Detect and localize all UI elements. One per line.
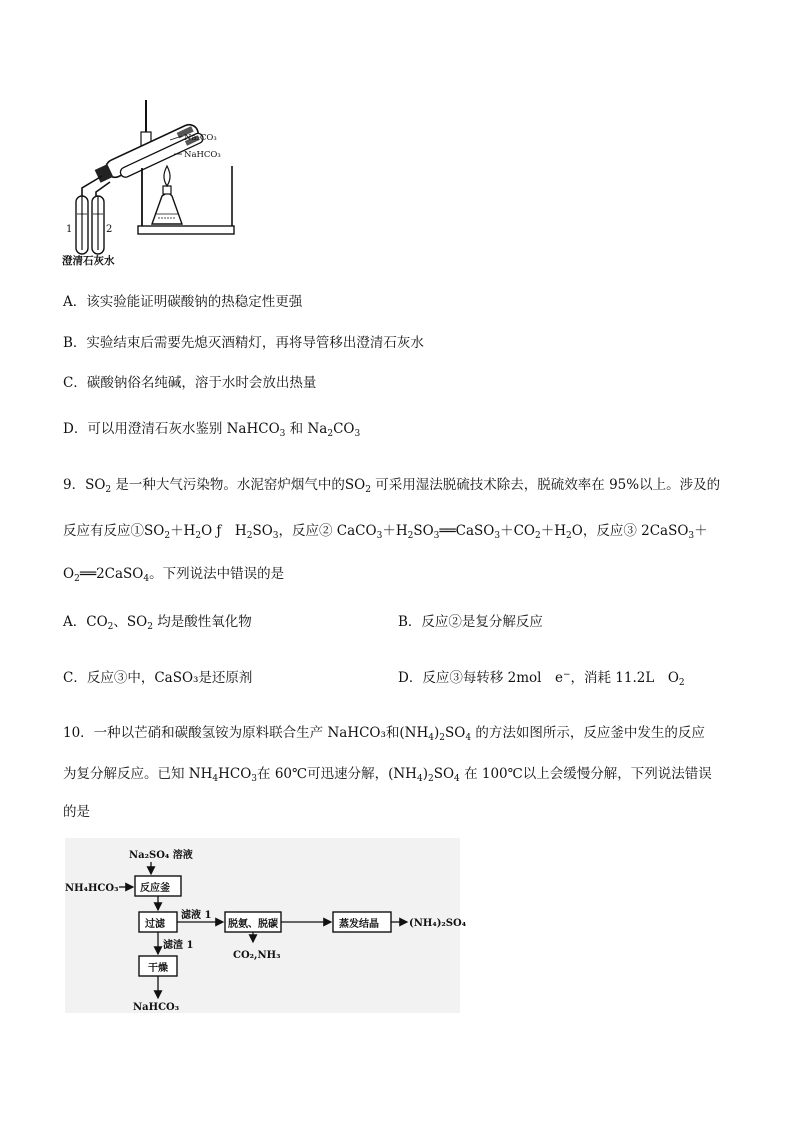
q9-option-b: B．反应②是复分解反应 bbox=[398, 614, 543, 630]
q10-stem-line3: 的是 bbox=[63, 804, 90, 820]
q10-stem-line1: 10．一种以芒硝和碳酸氢铵为原料联合生产 NaHCO₃和$(NH_4)_2SO_4$ 的方法如图所示，反应釜中发生的反应 bbox=[63, 725, 705, 743]
evaporation-label: 蒸发结晶 bbox=[339, 919, 379, 930]
limewater-caption: 澄清石灰水 bbox=[62, 255, 115, 267]
q9-stem-line3: $O_2══2CaSO_4$。下列说法中错误的是 bbox=[63, 566, 285, 584]
q9-option-d: D．反应③每转移 2mol e−，消耗 11.2L $O_2$ bbox=[398, 670, 685, 688]
q9-stem-line2: 反应有反应$①SO_2+H_2O$ ƒ $H_2SO_3$，反应② $CaCO_3+H_2SO_3══CaSO_3+CO_2+H_2O$，反应③ 2CaSO$_3$＋ bbox=[63, 523, 708, 541]
q8-option-d: D．可以用澄清石灰水鉴别 NaHCO$_3$ 和 $Na_2CO_3$ bbox=[63, 421, 361, 439]
deammoniation-label: 脱氨、脱碳 bbox=[228, 919, 278, 930]
q8-option-c: C．碳酸钠俗名纯碱，溶于水时会放出热量 bbox=[63, 375, 317, 391]
filtrate-label: 滤液 1 bbox=[181, 910, 212, 921]
q8-option-a: A．该实验能证明碳酸钠的热稳定性更强 bbox=[63, 294, 303, 310]
tube2-number: 2 bbox=[106, 224, 113, 235]
q9-stem-line1: 9．$SO_2$ 是一种大气污染物。水泥窑炉烟气中的$SO_2$ 可采用湿法脱硫技术除去，脱硫效率在 95%以上。涉及的 bbox=[63, 477, 721, 495]
residue-label: 滤渣 1 bbox=[163, 940, 194, 951]
q10-stem-line2: 为复分解反应。已知 $NH_4HCO_3$在 60℃可迅速分解，$(NH_4)_2SO_4$ 在 100℃以上会缓慢分解，下列说法错误 bbox=[63, 766, 712, 784]
q9-option-c: C．反应③中，CaSO₃是还原剂 bbox=[63, 670, 253, 686]
ammonium-sulfate-product: (NH₄)₂SO₄ bbox=[409, 918, 467, 929]
q9-option-a: A．$CO_2$、$SO_2$ 均是酸性氧化物 bbox=[63, 614, 252, 632]
apparatus-figure bbox=[62, 96, 242, 268]
nahco3-label: NaHCO₃ bbox=[184, 150, 221, 160]
filter-label: 过滤 bbox=[145, 919, 165, 930]
q8-option-b: B．实验结束后需要先熄灭酒精灯，再将导管移出澄清石灰水 bbox=[63, 335, 424, 351]
na2co3-label: Na₂CO₃ bbox=[184, 133, 217, 143]
tube1-number: 1 bbox=[66, 224, 73, 235]
process-flowchart bbox=[65, 838, 467, 1013]
dry-label: 干燥 bbox=[148, 963, 168, 974]
reactor-label: 反应釜 bbox=[140, 883, 170, 894]
gases-label: CO₂,NH₃ bbox=[233, 950, 281, 961]
nahco3-product: NaHCO₃ bbox=[133, 1002, 180, 1013]
nh4hco3-label: NH₄HCO₃ bbox=[65, 883, 119, 894]
na2so4-solution-label: Na₂SO₄ 溶液 bbox=[129, 850, 193, 861]
